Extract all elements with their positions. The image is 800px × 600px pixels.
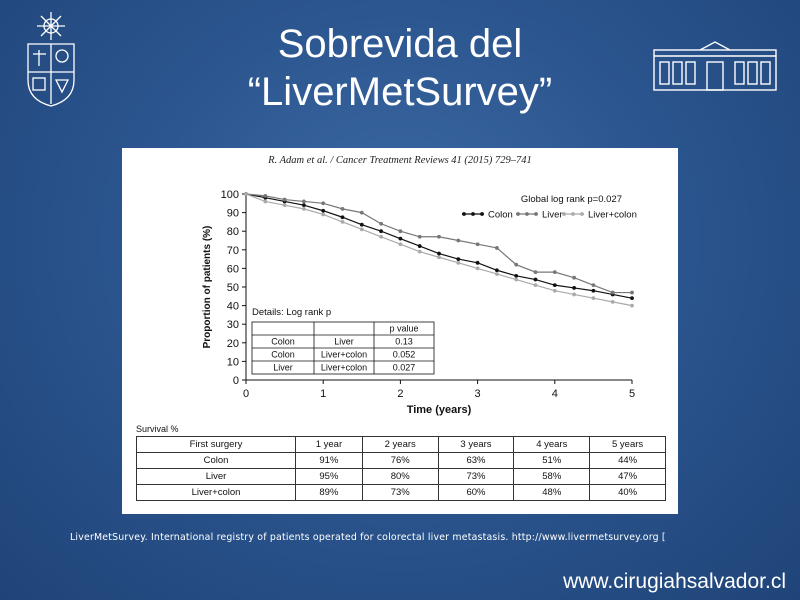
data-point <box>476 261 480 265</box>
survival-table-header-row <box>137 437 666 453</box>
col-header: 2 years <box>362 437 438 453</box>
table-cell: 40% <box>590 485 666 501</box>
data-point <box>360 227 364 231</box>
legend-marker <box>571 212 575 216</box>
col-header: First surgery <box>137 437 296 453</box>
inset-table-cell: p value <box>389 323 419 334</box>
data-point <box>553 270 557 274</box>
data-point <box>572 293 576 297</box>
data-point <box>534 278 538 282</box>
x-tick-label: 3 <box>474 388 481 400</box>
inset-table-cell: Colon <box>271 336 295 347</box>
y-tick-label: 10 <box>226 356 239 369</box>
data-point <box>283 203 287 207</box>
data-point <box>437 255 441 259</box>
data-point <box>611 300 615 304</box>
data-point <box>399 237 403 241</box>
table-cell: 44% <box>590 453 666 469</box>
data-point <box>321 209 325 213</box>
data-point <box>399 242 403 246</box>
y-axis-title: Proportion of patients (%) <box>202 225 213 349</box>
university-crest-icon <box>22 10 80 108</box>
inset-table-cell: 0.027 <box>392 362 416 373</box>
data-point <box>514 278 518 282</box>
data-point <box>630 291 634 295</box>
inset-table-cell: 0.052 <box>392 349 416 360</box>
legend-marker <box>480 212 484 216</box>
legend-marker <box>516 212 520 216</box>
data-point <box>302 203 306 207</box>
inset-table-cell: Liver+colon <box>320 349 368 360</box>
data-point <box>456 261 460 265</box>
data-point <box>418 250 422 254</box>
data-point <box>263 194 267 198</box>
data-point <box>592 296 596 300</box>
data-point <box>418 235 422 239</box>
table-cell: 80% <box>362 469 438 485</box>
survival-table-label: Survival % <box>136 424 179 434</box>
data-point <box>341 207 345 211</box>
y-tick-label: 50 <box>226 282 239 294</box>
data-point <box>321 213 325 217</box>
data-point <box>495 246 499 250</box>
legend-label: Liver <box>542 209 563 221</box>
x-tick-label: 2 <box>397 388 404 400</box>
data-point <box>495 268 499 272</box>
survival-table <box>136 436 666 501</box>
col-header: 1 year <box>296 437 363 453</box>
legend-marker <box>525 212 529 216</box>
data-point <box>630 304 634 308</box>
data-point <box>630 296 634 300</box>
data-point <box>572 286 576 290</box>
data-point <box>379 222 383 226</box>
inset-table-cell: 0.13 <box>395 336 413 347</box>
inset-table-cell: Liver <box>334 336 354 347</box>
legend-label: Liver+colon <box>588 209 637 221</box>
table-cell: 73% <box>438 469 514 485</box>
data-point <box>244 192 248 196</box>
data-point <box>418 244 422 248</box>
table-cell: 47% <box>590 469 666 485</box>
data-point <box>611 291 615 295</box>
x-tick-label: 4 <box>551 388 558 400</box>
inset-table-cell: Colon <box>271 349 295 360</box>
x-tick-label: 5 <box>628 388 636 400</box>
y-tick-label: 90 <box>226 207 239 220</box>
data-point <box>379 229 383 233</box>
x-axis-title: Time (years) <box>406 404 472 416</box>
y-tick-label: 40 <box>226 300 239 313</box>
table-cell: Colon <box>137 453 296 469</box>
data-point <box>534 270 538 274</box>
table-cell: 58% <box>514 469 590 485</box>
table-row <box>137 469 666 485</box>
y-tick-label: 20 <box>226 337 239 350</box>
inset-table-caption: Details: Log rank p <box>252 307 332 318</box>
footnote: LiverMetSurvey. International registry of patients operated for colorectal liver metastasis. http://www.livermetsurvey.org [ <box>70 532 666 543</box>
table-cell: 91% <box>296 453 363 469</box>
y-tick-label: 0 <box>232 375 239 387</box>
data-point <box>514 274 518 278</box>
y-tick-label: 100 <box>220 189 239 201</box>
data-point <box>476 267 480 271</box>
data-point <box>592 289 596 293</box>
website-url[interactable]: www.cirugiahsalvador.cl <box>563 570 786 593</box>
table-cell: 89% <box>296 485 363 501</box>
y-tick-label: 70 <box>226 244 239 257</box>
slide-title <box>150 20 650 116</box>
data-point <box>495 272 499 276</box>
data-point <box>379 235 383 239</box>
table-cell: 51% <box>514 453 590 469</box>
legend-title: Global log rank p=0.027 <box>520 194 622 205</box>
data-point <box>553 289 557 293</box>
table-cell: 76% <box>362 453 438 469</box>
data-point <box>437 252 441 256</box>
data-point <box>476 242 480 246</box>
table-cell: 95% <box>296 469 363 485</box>
data-point <box>263 200 267 204</box>
col-header: 5 years <box>590 437 666 453</box>
legend-marker <box>471 212 475 216</box>
col-header: 3 years <box>438 437 514 453</box>
survival-figure <box>122 148 678 514</box>
col-header: 4 years <box>514 437 590 453</box>
y-tick-label: 30 <box>226 319 239 332</box>
data-point <box>321 201 325 205</box>
x-tick-label: 0 <box>242 388 250 400</box>
inset-table-cell: Liver <box>273 362 293 373</box>
data-point <box>534 283 538 287</box>
data-point <box>283 198 287 202</box>
legend-marker <box>580 212 584 216</box>
table-cell: 60% <box>438 485 514 501</box>
data-point <box>360 223 364 227</box>
table-row <box>137 485 666 501</box>
data-point <box>341 215 345 219</box>
data-point <box>572 276 576 280</box>
table-cell: 73% <box>362 485 438 501</box>
x-tick-label: 1 <box>320 388 327 400</box>
table-cell: 63% <box>438 453 514 469</box>
title-line-2: “LiverMetSurvey” <box>247 70 553 114</box>
table-cell: 48% <box>514 485 590 501</box>
legend-label: Colon <box>488 209 513 221</box>
data-point <box>341 220 345 224</box>
data-point <box>399 229 403 233</box>
inset-table-cell: Liver+colon <box>320 362 368 373</box>
survival-chart <box>122 168 678 422</box>
title-line-1: Sobrevida del <box>277 22 523 66</box>
data-point <box>553 283 557 287</box>
table-cell: Liver <box>137 469 296 485</box>
data-point <box>456 239 460 243</box>
legend-marker <box>534 212 538 216</box>
data-point <box>514 263 518 267</box>
figure-citation: R. Adam et al. / Cancer Treatment Reviews 41 (2015) 729–741 <box>268 155 532 166</box>
data-point <box>456 257 460 261</box>
table-cell: Liver+colon <box>137 485 296 501</box>
table-row <box>137 453 666 469</box>
hospital-building-icon <box>652 40 778 92</box>
y-tick-label: 80 <box>226 226 239 239</box>
data-point <box>360 211 364 215</box>
legend-marker <box>462 212 466 216</box>
data-point <box>302 200 306 204</box>
data-point <box>592 283 596 287</box>
data-point <box>302 207 306 211</box>
legend-marker <box>562 212 566 216</box>
data-point <box>437 235 441 239</box>
y-tick-label: 60 <box>226 263 239 276</box>
